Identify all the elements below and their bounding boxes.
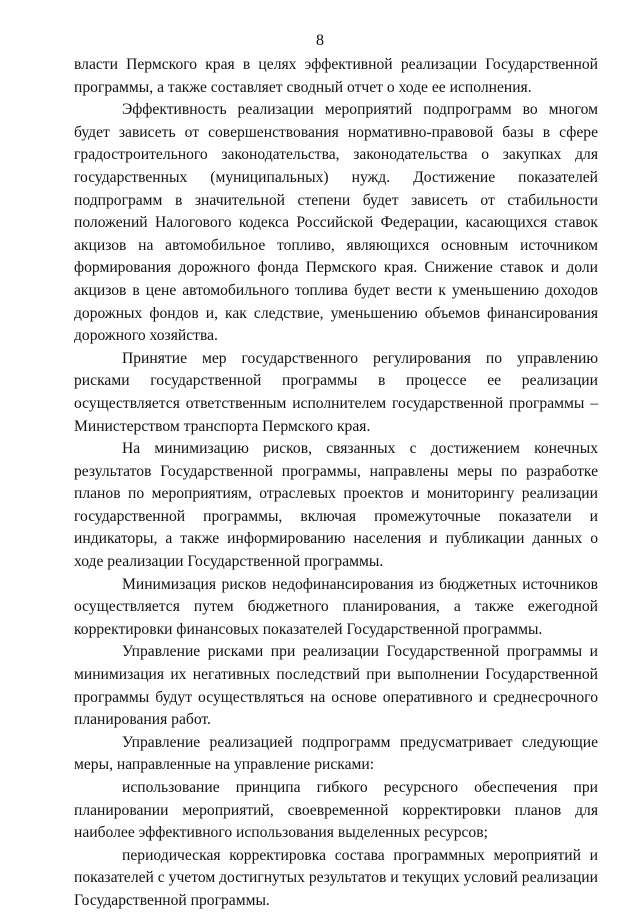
body-paragraph: На минимизацию рисков, связанных с достижением конечных результатов Государственной программы, направлены меры по разработке планов по мероприятиям, отраслевых проектов и мониторингу реализации государственной программы, включая промежуточные показатели и индикаторы, а также информированию населения и публикации данных о ходе реализации Государственной программы. [74, 440, 598, 571]
body-paragraph: периодическая корректировка состава программных мероприятий и показателей с учетом достигнутых результатов и текущих условий реализации Государственной программы. [74, 846, 598, 909]
body-paragraph: Принятие мер государственного регулирования по управлению рисками государственной программы в процессе ее реализации осуществляется ответственным исполнителем государственной программы – Министерством транспорта Пермского края. [74, 349, 598, 435]
document-body [74, 54, 598, 913]
body-paragraph: использование принципа гибкого ресурсного обеспечения при планировании мероприятий, своевременной корректировки планов для наиболее эффективного использования выделенных ресурсов; [74, 779, 598, 842]
body-paragraph: власти Пермского края в целях эффективной реализации Государственной программы, а также составляет сводный отчет о ходе ее исполнения. [74, 56, 598, 96]
body-paragraph: Управление реализацией подпрограмм предусматривает следующие меры, направленные на управление рисками: [74, 733, 598, 774]
body-paragraph: Эффективность реализации мероприятий подпрограмм во многом будет зависеть от совершенствования нормативно-правовой базы в сфере градостроительного законодательства, законодательства о закупках для государственных (муниципальных) нужд. Достижение показателей подпрограмм в значительной степени будет зависеть от стабильности положений Налогового кодекса Российской Федерации, касающихся ставок акцизов на автомобильное топливо, являющихся основным источником формирования дорожного фонда Пермского края. Снижение ставок и доли акцизов в цене автомобильного топлива будет вести к уменьшению доходов дорожных фондов и, как следствие, уменьшению объемов финансирования дорожного хозяйства. [74, 101, 598, 345]
body-paragraph: Управление рисками при реализации Государственной программы и минимизация их негативных последствий при выполнении Государственной программы будут осуществляться на основе оперативного и среднесрочного планирования работ. [74, 643, 598, 729]
page-number: 8 [316, 32, 324, 49]
body-paragraph: Минимизация рисков недофинансирования из бюджетных источников осуществляется путем бюджетного планирования, а также ежегодной корректировки финансовых показателей Государственной программы. [74, 575, 598, 638]
